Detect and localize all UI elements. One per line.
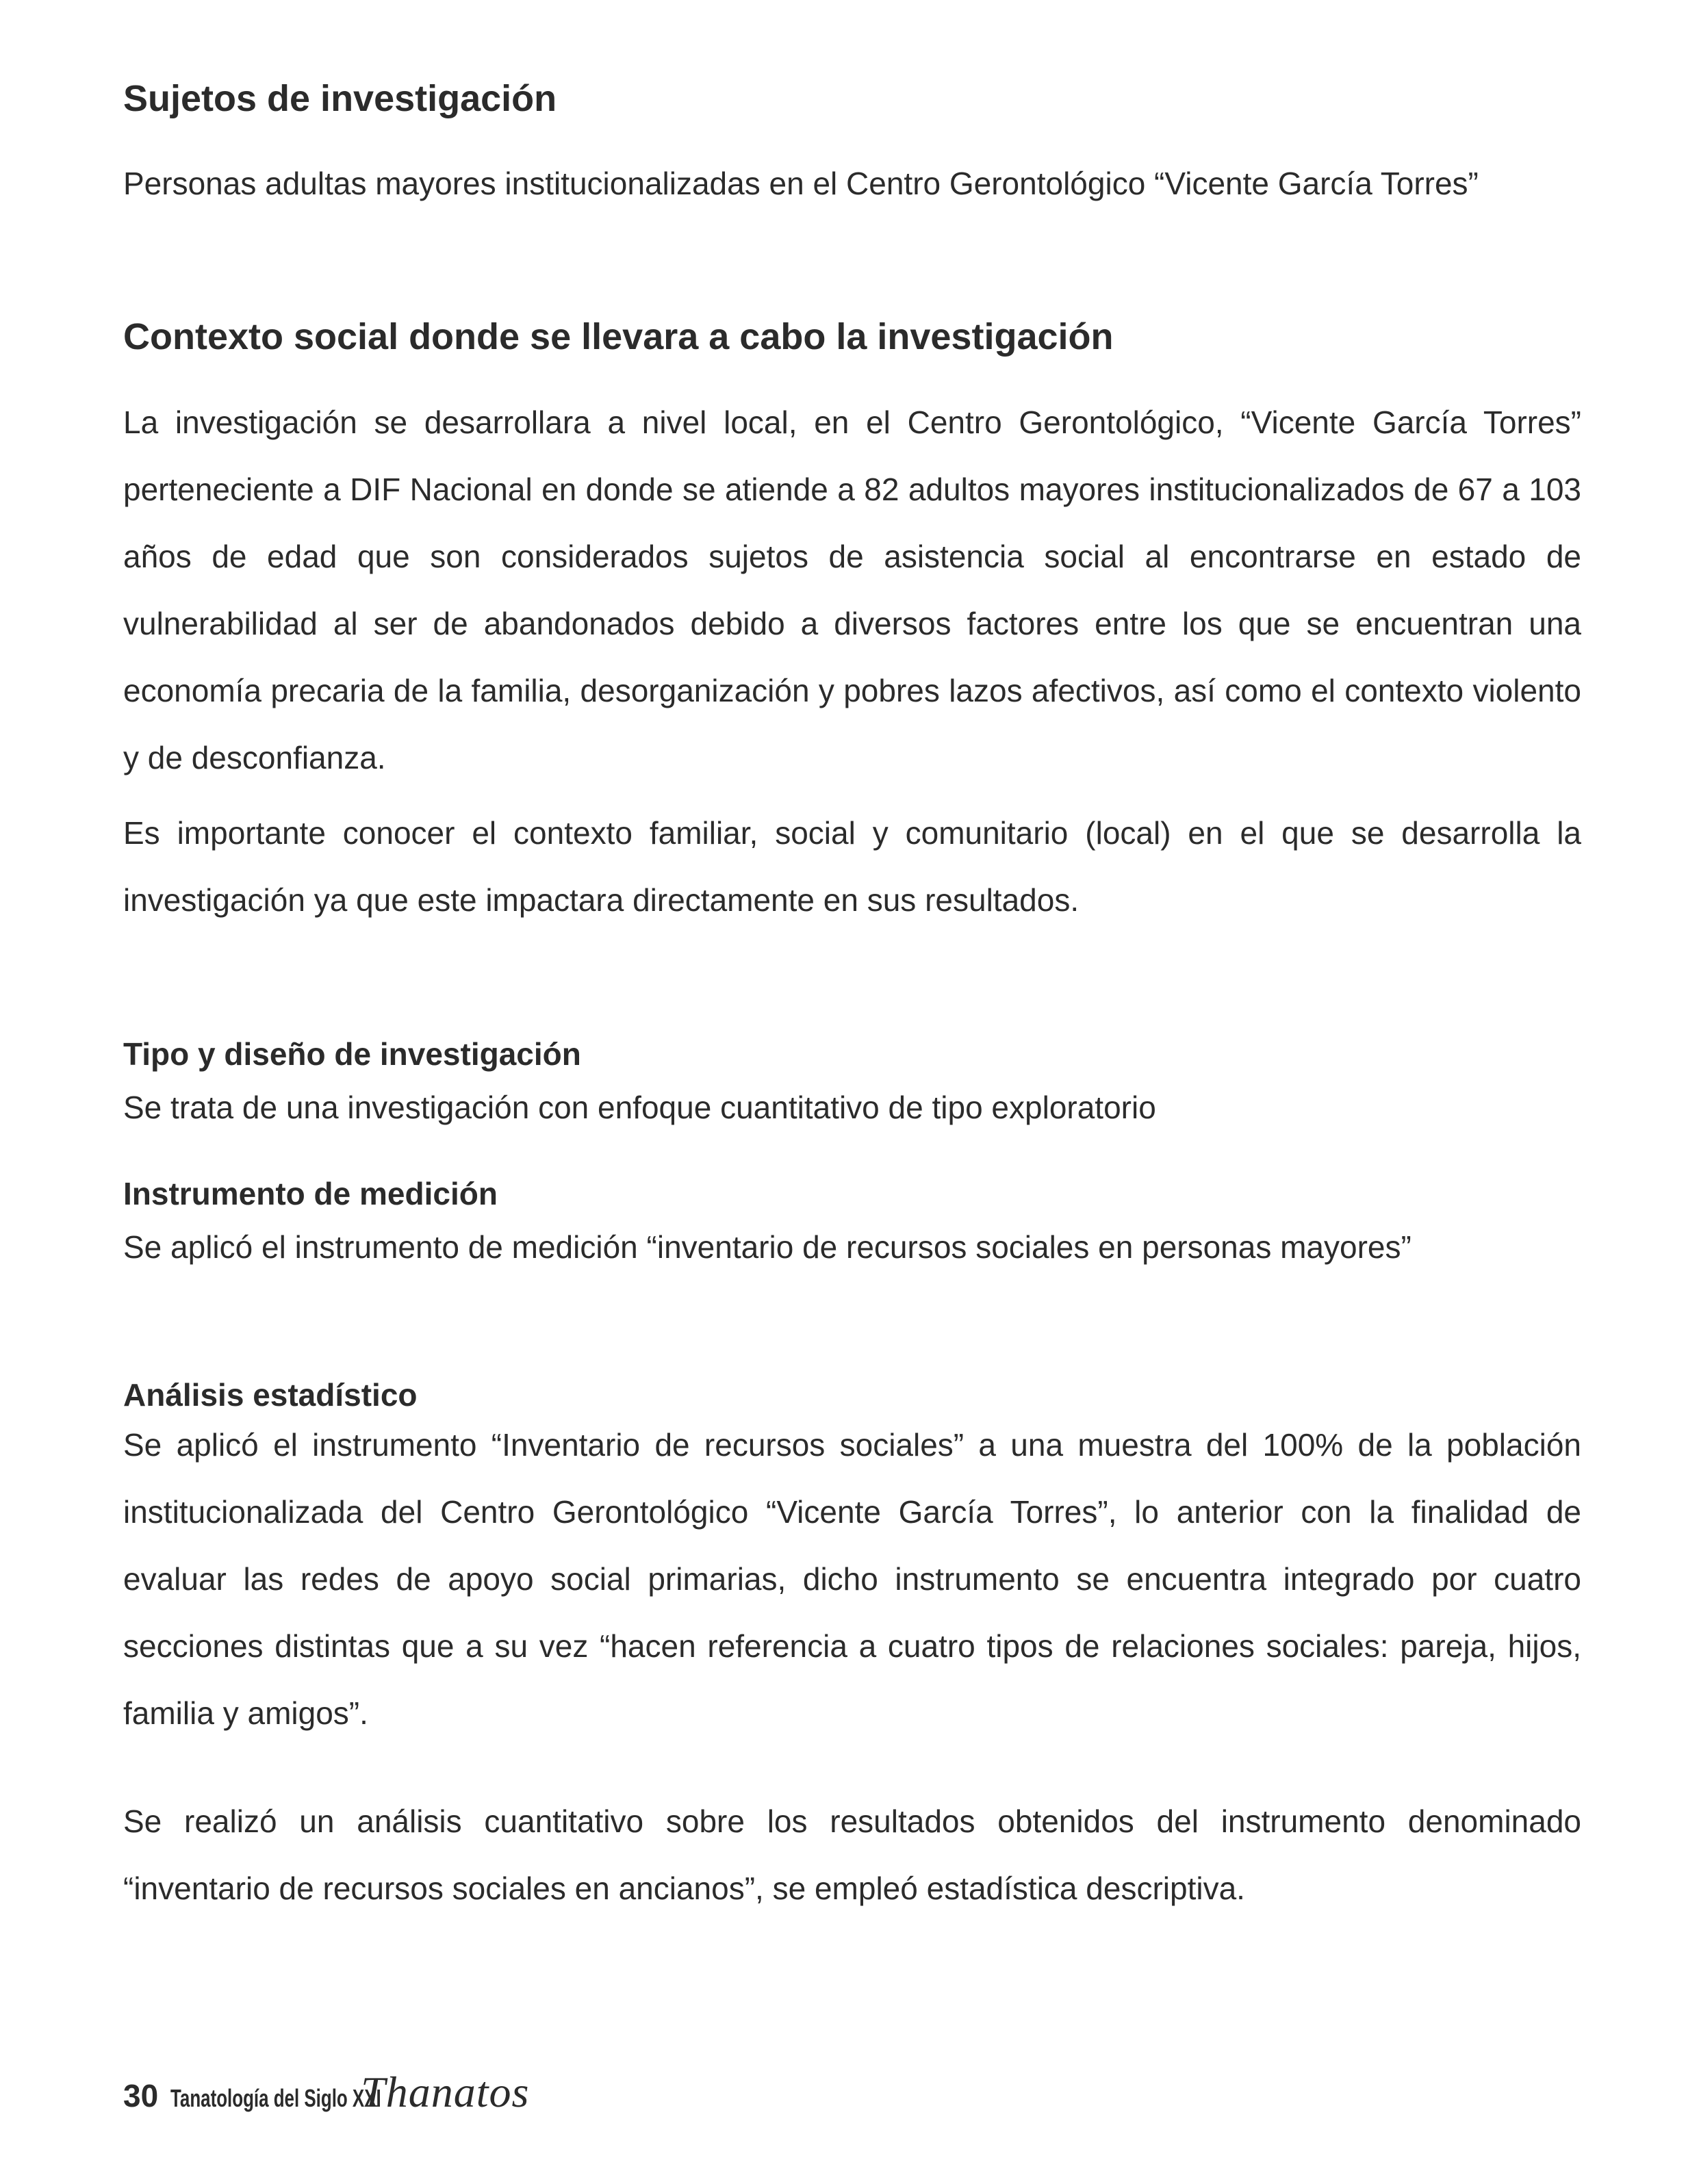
text-instrumento: Se aplicó el instrumento de medición “inventario de recursos sociales en personas mayores” [123, 1229, 1411, 1265]
heading-sujetos: Sujetos de investigación [123, 78, 557, 119]
journal-name: Tanatología del Siglo XXI [170, 2084, 381, 2112]
paragraph-analisis-1: Se aplicó el instrumento “Inventario de recursos sociales” a una muestra del 100% de la población institucionalizada del Centro Gerontológico “Vicente García Torres”, lo anterior con la finalidad de evaluar las redes de apoyo social primarias, dicho instrumento se encuentra integrado por cuatro secciones distintas que a su vez “hacen referencia a cuatro tipos de relaciones sociales: pareja, hijos, familia y amigos”. [123, 1427, 1581, 1731]
text-sujetos: Personas adultas mayores institucionalizadas en el Centro Gerontológico “Vicente García Torres” [123, 166, 1479, 201]
text-tipo: Se trata de una investigación con enfoque cuantitativo de tipo exploratorio [123, 1090, 1156, 1125]
paragraph-contexto-1: La investigación se desarrollara a nivel local, en el Centro Gerontológico, “Vicente García Torres” perteneciente a DIF Nacional en donde se atiende a 82 adultos mayores institucionalizados de 67 a 103 años de edad que son considerados sujetos de asistencia social al encontrarse en estado de vulnerabilidad al ser de abandonados debido a diversos factores entre los que se encuentran una economía precaria de la familia, desorganización y pobres lazos afectivos, así como el contexto violento y de desconfianza. [123, 404, 1581, 775]
heading-tipo: Tipo y diseño de investigación [123, 1036, 581, 1072]
page-footer [123, 2067, 529, 2122]
heading-analisis: Análisis estadístico [123, 1377, 418, 1413]
paragraph-analisis-2: Se realizó un análisis cuantitativo sobre los resultados obtenidos del instrumento denominado “inventario de recursos sociales en ancianos”, se empleó estadística descriptiva. [123, 1803, 1581, 1906]
heading-contexto: Contexto social donde se llevara a cabo la investigación [123, 316, 1114, 357]
journal-logo: Thanatos [361, 2068, 530, 2116]
heading-instrumento: Instrumento de medición [123, 1176, 498, 1211]
page-number: 30 [123, 2078, 159, 2114]
paragraph-contexto-2: Es importante conocer el contexto familiar, social y comunitario (local) en el que se desarrolla la investigación ya que este impactara directamente en sus resultados. [123, 815, 1581, 918]
